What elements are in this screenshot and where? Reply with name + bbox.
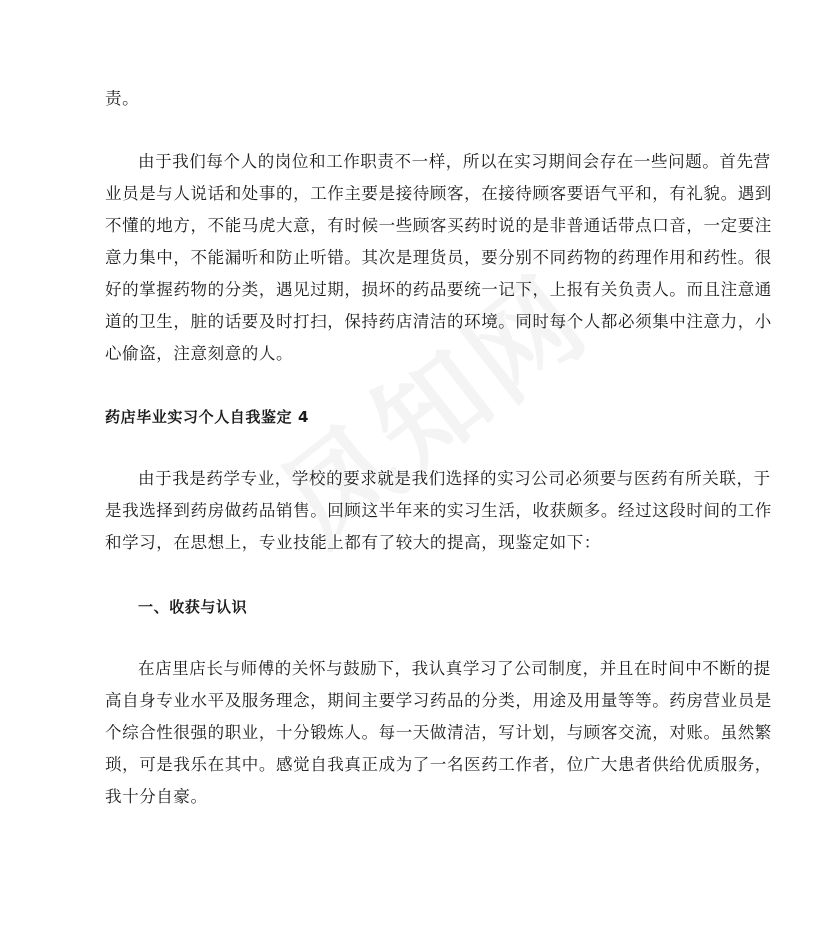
paragraph-line: 由于我是药学专业，学校的要求就是我们选择的实习公司必须要与医药有所关联，于 [138,469,771,488]
paragraph-line: 不懂的地方，不能马虎大意，有时候一些顾客买药时说的是非普通话带点口音，一定要注 [105,216,772,235]
section-heading: 药店毕业实习个人自我鉴定 4 [105,408,310,426]
paragraph-line: 和学习，在思想上，专业技能上都有了较大的提高，现鉴定如下： [105,533,601,552]
paragraph-line: 在店里店长与师傅的关怀与鼓励下，我认真学习了公司制度，并且在时间中不断的提 [138,659,771,678]
paragraph-line: 个综合性很强的职业，十分锻炼人。每一天做清洁，写计划，与顾客交流，对账。虽然繁 [105,723,772,742]
paragraph-line: 道的卫生，脏的话要及时打扫，保持药店清洁的环境。同时每个人都必须集中注意力，小 [105,312,772,331]
paragraph-line: 琐，可是我乐在其中。感觉自我真正成为了一名医药工作者，位广大患者供给优质服务， [105,755,772,774]
paragraph-line: 高自身专业水平及服务理念，期间主要学习药品的分类，用途及用量等等。药房营业员是 [105,691,772,710]
paragraph-line: 是我选择到药房做药品销售。回顾这半年来的实习生活，收获颇多。经过这段时间的工作 [105,501,772,520]
paragraph-line: 好的掌握药物的分类，遇见过期，损坏的药品要统一记下，上报有关负责人。而且注意通 [105,280,772,299]
paragraph-line: 意力集中，不能漏听和防止听错。其次是理货员，要分别不同药物的药理作用和药性。很 [105,248,772,267]
paragraph-line: 业员是与人说话和处事的，工作主要是接待顾客，在接待顾客要语气平和，有礼貌。遇到 [105,184,772,203]
paragraph-line: 我十分自豪。 [105,787,208,806]
subsection-heading: 一、收获与认识 [138,598,248,616]
paragraph-line: 心偷盗，注意刻意的人。 [105,344,294,363]
paragraph-line: 由于我们每个人的岗位和工作职责不一样，所以在实习期间会存在一些问题。首先营 [138,152,771,171]
paragraph-line: 责。 [105,89,140,108]
